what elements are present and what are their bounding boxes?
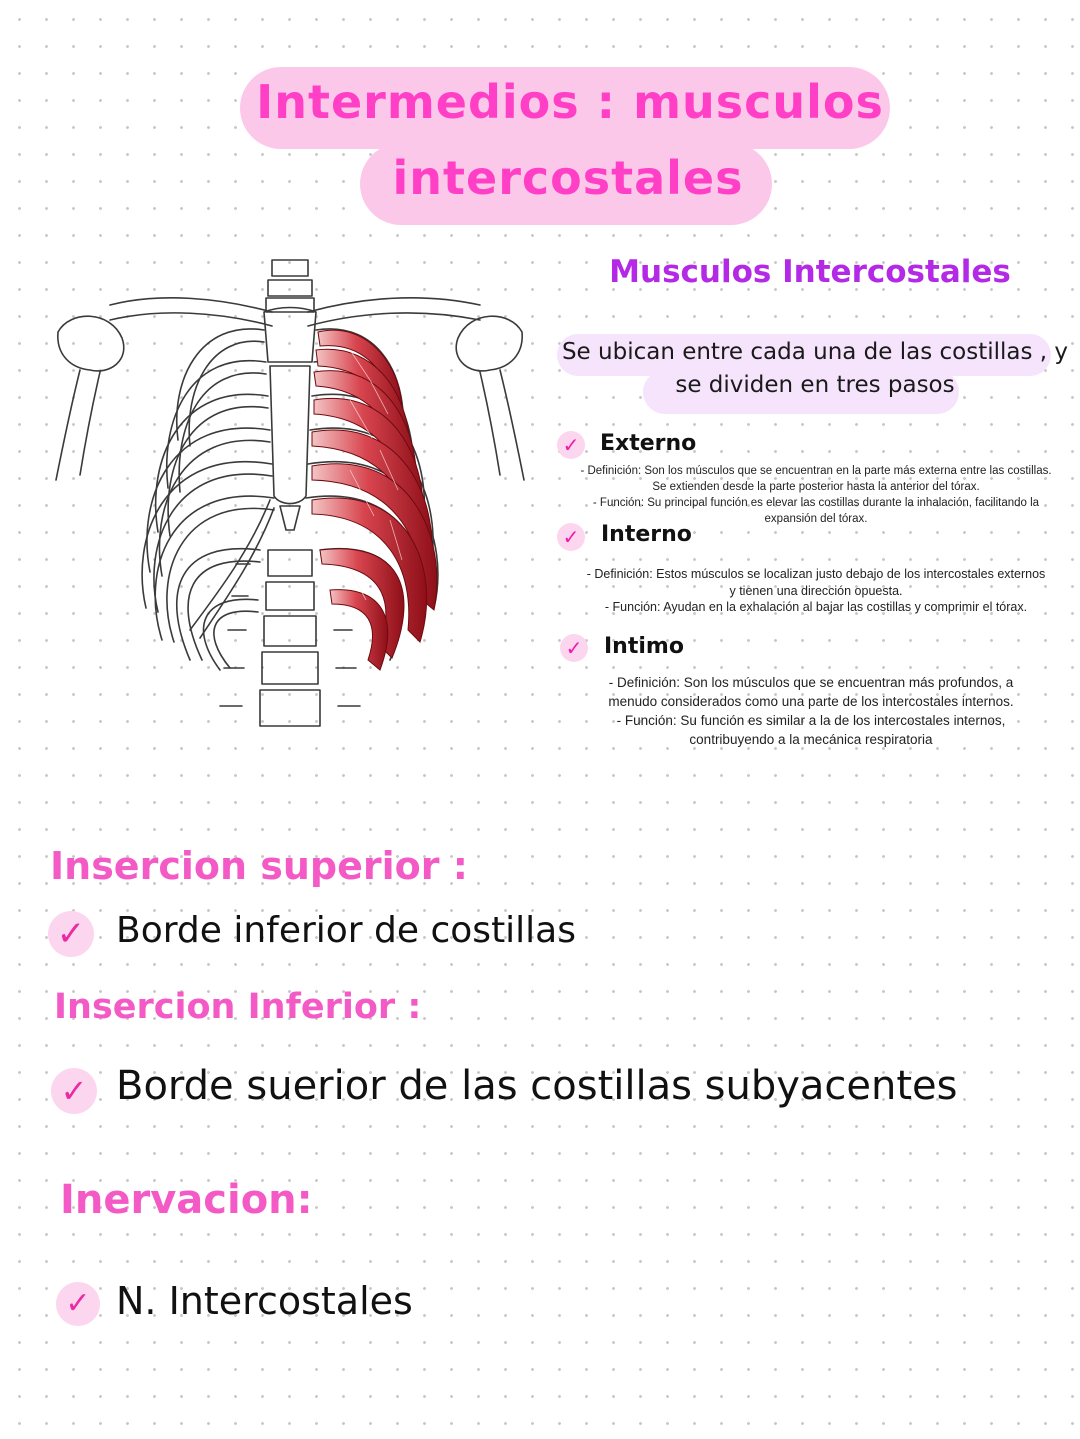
definition-line: menudo considerados como una parte de los intercostales internos. (608, 694, 1014, 709)
definition-line: - Definición: Son los músculos que se encuentran en la parte más externa entre las costillas. (580, 465, 1052, 477)
section-item-insercion-superior: Borde inferior de costillas (116, 910, 577, 951)
title-line-1: Intermedios : musculos (256, 75, 884, 129)
checkmark-icon: ✓ (557, 523, 585, 551)
section-item-inervacion: N. Intercostales (116, 1279, 413, 1323)
checkmark-icon: ✓ (56, 1282, 100, 1326)
section-heading-inervacion: Inervacion: (60, 1177, 313, 1223)
type-definition-interno (566, 566, 1066, 616)
definition-line: - Función: Ayudan en la exhalación al bajar las costillas y comprimir el tórax. (604, 600, 1028, 614)
intro-line-2: se dividen en tres pasos (675, 372, 955, 398)
page-title (230, 55, 910, 235)
definition-line: contribuyendo a la mecánica respiratoria (689, 732, 933, 747)
rib-cage-drawing (50, 250, 530, 740)
section-item-insercion-inferior: Borde suerior de las costillas subyacentes (116, 1063, 958, 1109)
section-heading-insercion-inferior: Insercion Inferior : (54, 987, 422, 1027)
checkmark-icon: ✓ (557, 431, 585, 459)
rib-cage-illustration (50, 250, 530, 740)
title-line-2: intercostales (392, 151, 744, 205)
type-name-interno: Interno (601, 522, 692, 547)
type-definition-intimo (566, 673, 1056, 749)
intro-line-1: Se ubican entre cada una de las costillas , y (561, 339, 1069, 365)
definition-line: y tienen una dirección opuesta. (729, 583, 903, 598)
definition-line: - Función: Su principal función es elevar las costillas durante la inhalación, facilitando la (592, 497, 1040, 509)
type-definition-externo (560, 463, 1072, 527)
definition-line: - Definición: Estos músculos se localizan justo debajo de los intercostales externos (586, 567, 1046, 581)
checkmark-icon: ✓ (51, 1068, 97, 1114)
definition-line: expansión del tórax. (764, 513, 868, 525)
definition-line: - Función: Su función es similar a la de los intercostales internos, (616, 713, 1006, 728)
subtitle: Musculos Intercostales (609, 254, 1011, 290)
section-heading-insercion-superior: Insercion superior : (50, 844, 468, 888)
checkmark-icon: ✓ (48, 911, 94, 957)
type-name-intimo: Intimo (604, 634, 684, 659)
definition-line: - Definición: Son los músculos que se encuentran más profundos, a (608, 675, 1014, 690)
definition-line: Se extienden desde la parte posterior hasta la anterior del tórax. (652, 481, 980, 493)
type-name-externo: Externo (600, 431, 697, 456)
intro-text (555, 336, 1075, 402)
checkmark-icon: ✓ (560, 634, 588, 662)
